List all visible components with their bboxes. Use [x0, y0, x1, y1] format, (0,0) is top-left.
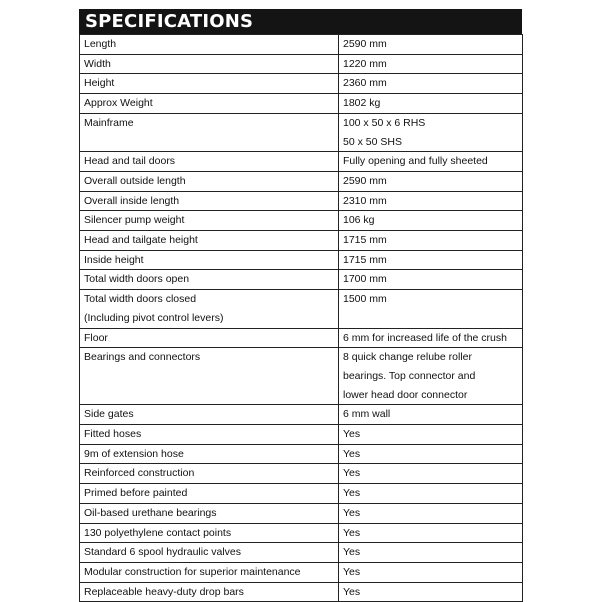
spec-value: bearings. Top connector and	[343, 369, 476, 382]
spec-value: 100 x 50 x 6 RHS	[343, 116, 426, 129]
spec-value: Yes	[343, 526, 361, 539]
spec-value: 1715 mm	[343, 234, 387, 247]
spec-row	[80, 171, 523, 191]
spec-label: Silencer pump weight	[84, 214, 185, 227]
spec-value: 1220 mm	[343, 57, 387, 70]
spec-label-cell	[80, 171, 339, 191]
spec-label-cell	[80, 582, 339, 602]
spec-value: Yes	[343, 506, 361, 519]
spec-label-cell	[80, 270, 339, 290]
spec-label-cell	[80, 54, 339, 74]
spec-value: 2360 mm	[343, 77, 387, 90]
spec-label-cell	[80, 231, 339, 251]
spec-value: 1700 mm	[343, 273, 387, 286]
spec-row	[80, 523, 523, 543]
spec-value-cell	[339, 425, 523, 445]
specifications-table-body	[80, 35, 523, 602]
spec-label: Total width doors closed	[84, 293, 197, 306]
spec-value-cell	[339, 191, 523, 211]
spec-value-cell	[339, 152, 523, 172]
spec-value: 1715 mm	[343, 253, 387, 266]
spec-label: Bearings and connectors	[84, 351, 201, 364]
spec-label: Head and tail doors	[84, 155, 176, 168]
spec-value-cell	[339, 484, 523, 504]
spec-value-cell	[339, 35, 523, 55]
spec-label: Approx Weight	[84, 97, 153, 110]
spec-value-cell	[339, 54, 523, 74]
spec-row	[80, 35, 523, 55]
spec-value-cell	[339, 582, 523, 602]
spec-row	[80, 152, 523, 172]
spec-value: Yes	[343, 565, 361, 578]
spec-row	[80, 484, 523, 504]
spec-value: Yes	[343, 428, 361, 441]
spec-label: Overall outside length	[84, 174, 186, 187]
spec-row	[80, 250, 523, 270]
spec-label-cell	[80, 348, 339, 405]
spec-label-cell	[80, 211, 339, 231]
spec-value: 1500 mm	[343, 293, 387, 306]
spec-label-cell	[80, 328, 339, 348]
spec-value-cell	[339, 211, 523, 231]
spec-value-cell	[339, 405, 523, 425]
spec-value-cell	[339, 348, 523, 405]
spec-label: Replaceable heavy-duty drop bars	[84, 585, 244, 598]
spec-value-cell	[339, 270, 523, 290]
spec-row	[80, 348, 523, 405]
spec-label-cell	[80, 464, 339, 484]
spec-value-cell	[339, 328, 523, 348]
spec-label-cell	[80, 35, 339, 55]
spec-label: 9m of extension hose	[84, 447, 184, 460]
spec-label: Inside height	[84, 253, 144, 266]
spec-row	[80, 270, 523, 290]
spec-label: Standard 6 spool hydraulic valves	[84, 546, 242, 559]
spec-label: Head and tailgate height	[84, 234, 198, 247]
spec-row	[80, 113, 523, 151]
spec-row	[80, 425, 523, 445]
spec-row	[80, 290, 523, 328]
spec-row	[80, 211, 523, 231]
spec-label: Modular construction for superior maintenance	[84, 565, 301, 578]
spec-label-cell	[80, 562, 339, 582]
spec-value: Yes	[343, 585, 361, 598]
spec-label-cell	[80, 191, 339, 211]
spec-row	[80, 464, 523, 484]
spec-label-cell	[80, 250, 339, 270]
spec-label-cell	[80, 425, 339, 445]
spec-label: Total width doors open	[84, 273, 190, 286]
spec-label: Reinforced construction	[84, 467, 195, 480]
spec-value-cell	[339, 250, 523, 270]
spec-label-cell	[80, 503, 339, 523]
spec-value: Yes	[343, 447, 361, 460]
spec-row	[80, 444, 523, 464]
spec-value-cell	[339, 444, 523, 464]
specifications-table	[79, 34, 523, 602]
spec-value: 106 kg	[343, 214, 375, 227]
spec-value-cell	[339, 503, 523, 523]
spec-value: lower head door connector	[343, 388, 468, 401]
spec-row	[80, 191, 523, 211]
spec-row	[80, 405, 523, 425]
spec-value: Fully opening and fully sheeted	[343, 155, 488, 168]
spec-label: Mainframe	[84, 116, 134, 129]
spec-row	[80, 54, 523, 74]
spec-label-cell	[80, 444, 339, 464]
spec-label-cell	[80, 290, 339, 328]
spec-label: Height	[84, 77, 115, 90]
spec-value-cell	[339, 290, 523, 328]
spec-label: Primed before painted	[84, 487, 188, 500]
spec-label-cell	[80, 94, 339, 114]
spec-value-cell	[339, 113, 523, 151]
spec-row	[80, 582, 523, 602]
spec-row	[80, 94, 523, 114]
spec-value: 50 x 50 SHS	[343, 135, 402, 148]
spec-label: Width	[84, 57, 111, 70]
spec-row	[80, 231, 523, 251]
spec-label: Oil-based urethane bearings	[84, 506, 217, 519]
spec-value-cell	[339, 543, 523, 563]
spec-label-cell	[80, 543, 339, 563]
spec-row	[80, 503, 523, 523]
spec-value: 2590 mm	[343, 38, 387, 50]
spec-row	[80, 562, 523, 582]
spec-label-cell	[80, 523, 339, 543]
spec-label: Length	[84, 38, 117, 50]
spec-label: Overall inside length	[84, 194, 180, 207]
specifications-sheet	[79, 9, 522, 602]
spec-value: 2310 mm	[343, 194, 387, 207]
spec-label: Fitted hoses	[84, 428, 142, 441]
spec-value: 8 quick change relube roller	[343, 351, 472, 364]
spec-value: 1802 kg	[343, 97, 381, 110]
spec-label-cell	[80, 152, 339, 172]
spec-row	[80, 74, 523, 94]
spec-value-cell	[339, 171, 523, 191]
spec-label-cell	[80, 113, 339, 151]
spec-value: 2590 mm	[343, 174, 387, 187]
spec-value-cell	[339, 231, 523, 251]
spec-value-cell	[339, 74, 523, 94]
spec-value-cell	[339, 523, 523, 543]
spec-label: Floor	[84, 331, 108, 344]
spec-value-cell	[339, 464, 523, 484]
spec-value: 6 mm wall	[343, 408, 391, 421]
spec-label-cell	[80, 484, 339, 504]
specifications-title: SPECIFICATIONS	[79, 9, 522, 34]
spec-label: Side gates	[84, 408, 134, 421]
spec-value: Yes	[343, 487, 361, 500]
spec-row	[80, 543, 523, 563]
spec-value-cell	[339, 562, 523, 582]
spec-value: Yes	[343, 467, 361, 480]
spec-label: 130 polyethylene contact points	[84, 526, 232, 539]
spec-label-cell	[80, 74, 339, 94]
spec-value: Yes	[343, 546, 361, 559]
spec-label: (Including pivot control levers)	[84, 311, 224, 324]
spec-value: 6 mm for increased life of the crush	[343, 331, 507, 344]
spec-row	[80, 328, 523, 348]
spec-label-cell	[80, 405, 339, 425]
spec-value-cell	[339, 94, 523, 114]
